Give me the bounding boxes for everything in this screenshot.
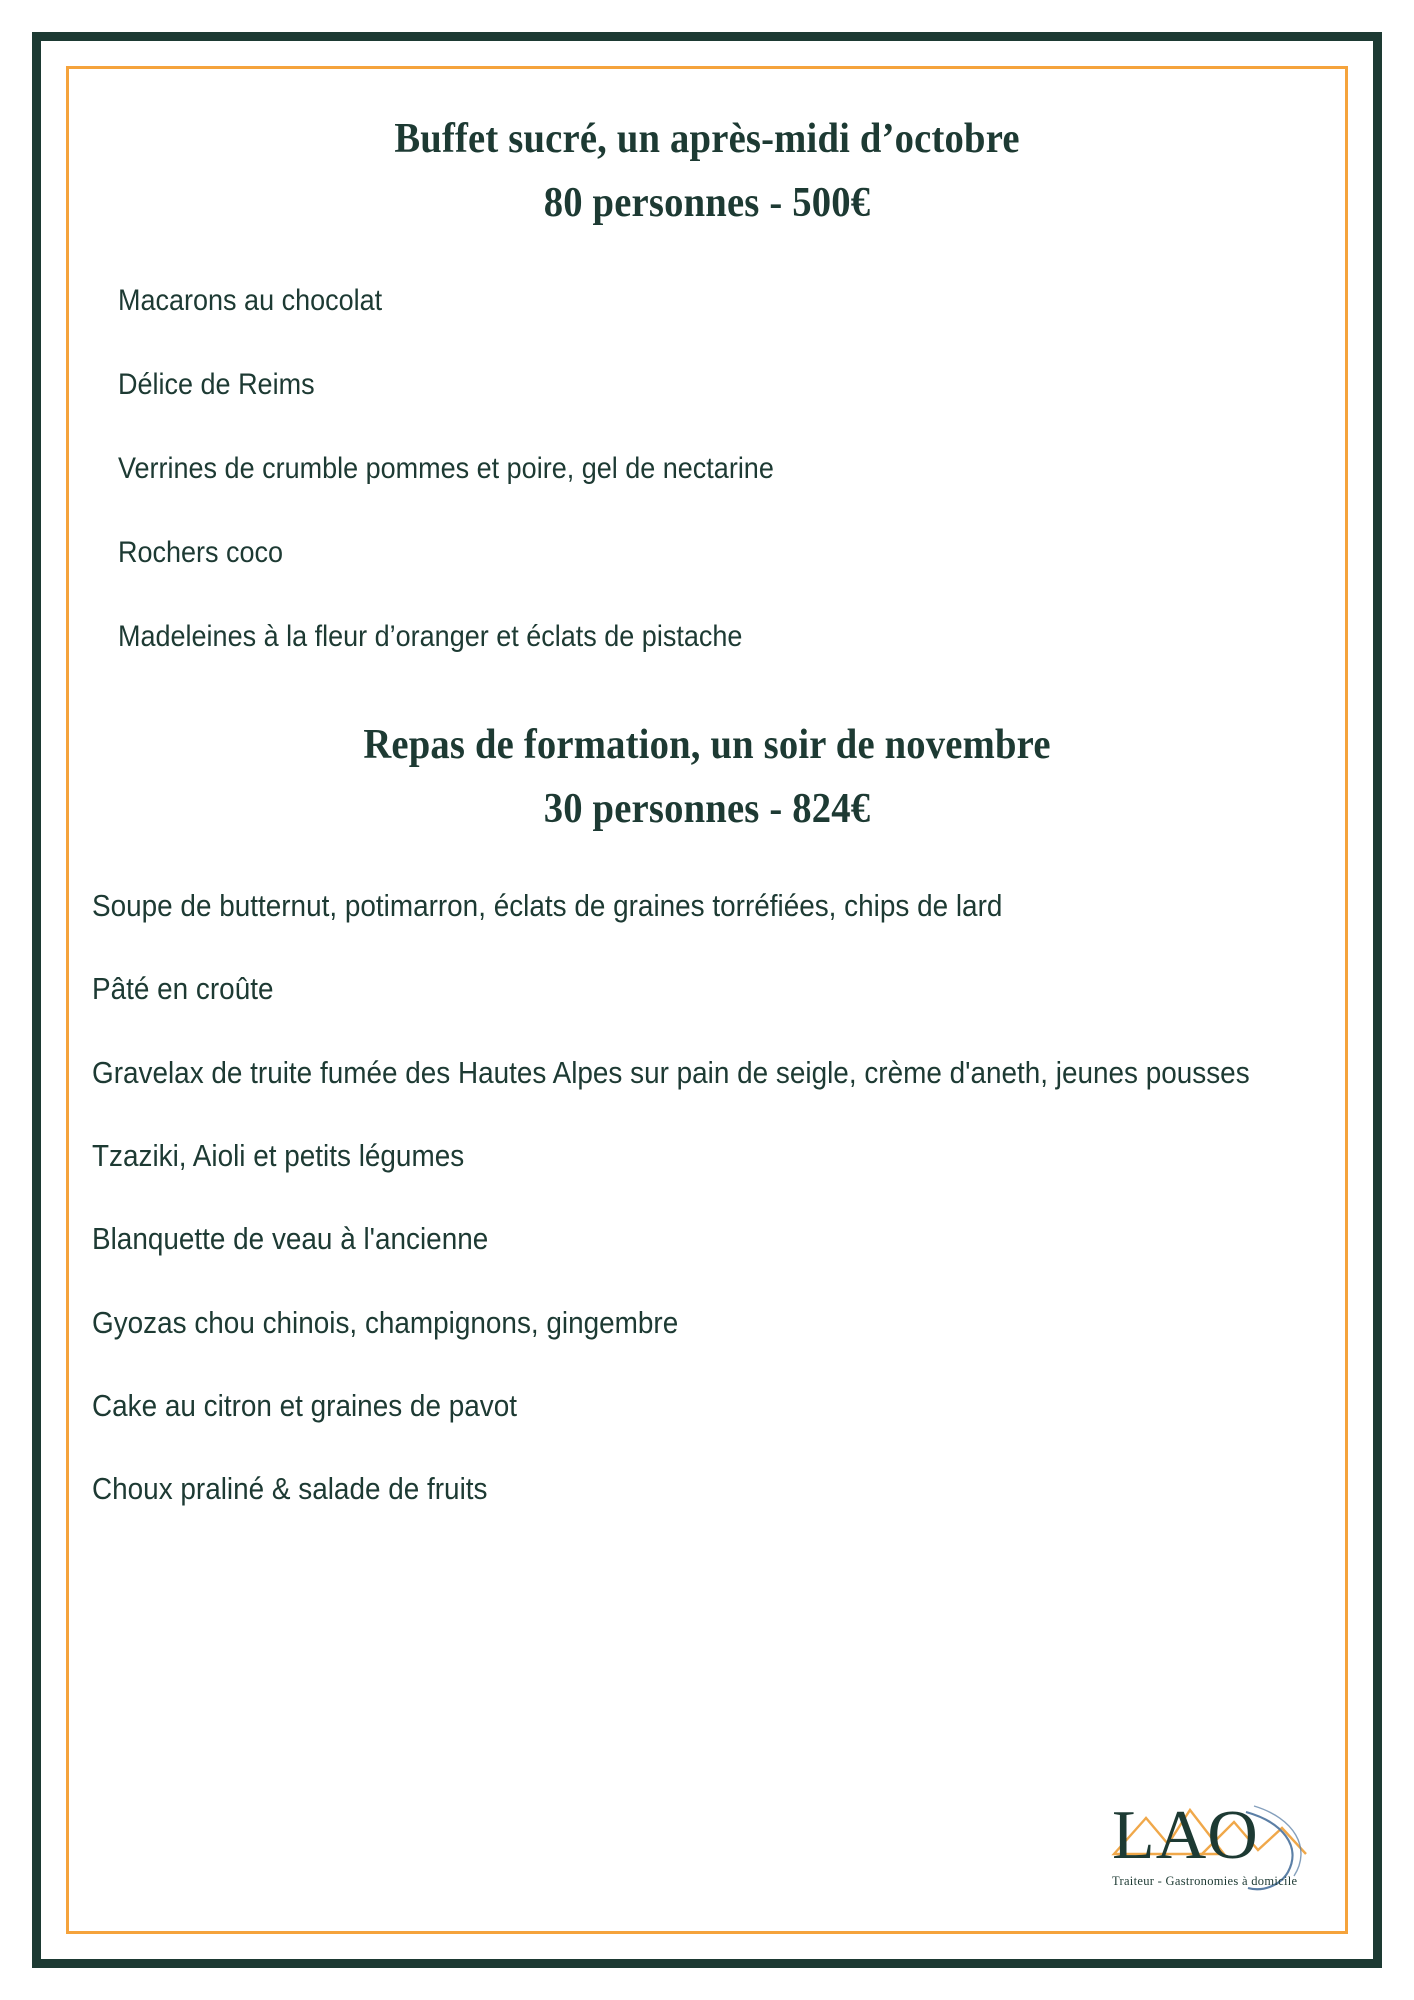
list-item: Cake au citron et graines de pavot bbox=[92, 1387, 517, 1423]
section-2-item-list bbox=[92, 886, 1322, 1509]
list-item: Gyozas chou chinois, champignons, gingembre bbox=[92, 1304, 679, 1340]
section-2-heading-line1: Repas de formation, un soir de novembre bbox=[363, 722, 1051, 769]
list-item: Macarons au chocolat bbox=[118, 283, 383, 317]
list-item: Verrines de crumble pommes et poire, gel de nectarine bbox=[118, 451, 774, 485]
list-item: Délice de Reims bbox=[118, 367, 315, 401]
section-2-heading bbox=[141, 714, 1273, 842]
list-item: Rochers coco bbox=[118, 535, 284, 569]
section-1-item-list bbox=[92, 282, 1322, 656]
logo-tagline: Traiteur - Gastronomies à domicile bbox=[1112, 1874, 1298, 1888]
list-item: Blanquette de veau à l'ancienne bbox=[92, 1221, 489, 1257]
list-item: Pâté en croûte bbox=[92, 971, 274, 1007]
lao-logo bbox=[1106, 1788, 1316, 1900]
section-1-heading-line2: 80 personnes - 500€ bbox=[543, 179, 871, 226]
logo-wordmark: LAO bbox=[1112, 1797, 1259, 1874]
section-1-heading bbox=[141, 108, 1273, 236]
list-item: Soupe de butternut, potimarron, éclats de graines torréfiées, chips de lard bbox=[92, 887, 1003, 923]
list-item: Tzaziki, Aioli et petits légumes bbox=[92, 1137, 465, 1173]
menu-content bbox=[92, 92, 1322, 1908]
list-item: Madeleines à la fleur d’oranger et éclats de pistache bbox=[118, 620, 743, 654]
list-item: Choux praliné & salade de fruits bbox=[92, 1471, 488, 1507]
section-1-heading-line1: Buffet sucré, un après-midi d’octobre bbox=[394, 116, 1020, 162]
section-2-heading-line2: 30 personnes - 824€ bbox=[543, 785, 871, 832]
list-item: Gravelax de truite fumée des Hautes Alpes sur pain de seigle, crème d'aneth, jeunes pousses bbox=[92, 1054, 1250, 1090]
